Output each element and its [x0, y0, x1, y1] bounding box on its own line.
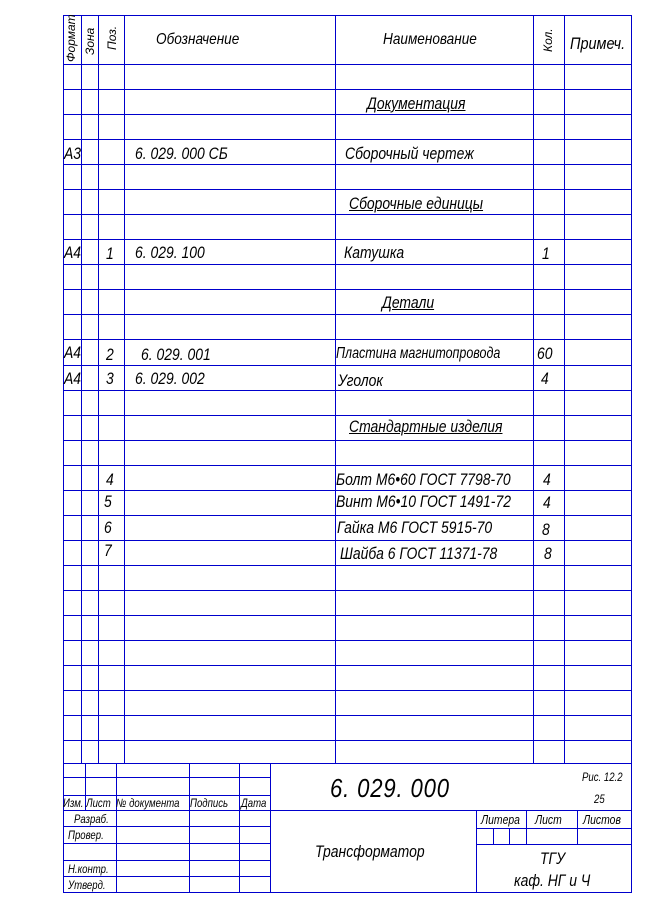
row-pos: 3 — [106, 369, 114, 388]
sheet-label: Лист — [535, 812, 562, 827]
header-name: Наименование — [383, 31, 477, 48]
col-izm: Изм. — [63, 796, 84, 810]
section-title: Детали — [382, 293, 435, 312]
row-name: Болт М6•60 ГОСТ 7798-70 — [336, 470, 511, 489]
row-name: Шайба 6 ГОСТ 11371-78 — [340, 544, 498, 563]
org-line-2: каф. НГ и Ч — [514, 871, 591, 890]
product-name: Трансформатор — [315, 842, 425, 861]
row-qty: 4 — [541, 369, 549, 388]
row-name: Катушка — [344, 243, 405, 262]
row-name: Пластина магнитопровода — [336, 345, 501, 362]
col-sign: Подпись — [190, 796, 229, 810]
row-format: А4 — [64, 369, 82, 388]
page-number: 25 — [594, 792, 605, 806]
row-name: Гайка М6 ГОСТ 5915-70 — [337, 518, 493, 537]
sheets-label: Листов — [583, 812, 621, 827]
row-format: А3 — [64, 144, 82, 163]
row-pos: 6 — [104, 518, 112, 537]
row-format: А4 — [64, 343, 82, 362]
row-designation: 6. 029. 002 — [135, 369, 205, 388]
section-title: Стандартные изделия — [349, 417, 503, 436]
row-approved: Утверд. — [68, 878, 106, 892]
row-pos: 4 — [106, 470, 114, 489]
row-pos: 2 — [106, 345, 114, 364]
figure-label: Рис. 12.2 — [582, 770, 623, 784]
row-norm-control: Н.контр. — [68, 862, 109, 876]
document-number: 6. 029. 000 — [330, 773, 450, 803]
col-doc: № документа — [116, 796, 180, 810]
row-qty: 8 — [544, 544, 552, 563]
org-line-1: ТГУ — [540, 849, 566, 868]
header-pos: Поз. — [105, 25, 119, 50]
header-zone: Зона — [83, 27, 97, 55]
row-developed: Разраб. — [74, 812, 109, 826]
section-title: Сборочные единицы — [349, 194, 484, 213]
row-designation: 6. 029. 000 СБ — [135, 144, 228, 163]
row-qty: 8 — [542, 520, 550, 539]
col-list: Лист — [86, 796, 111, 810]
header-format: Формат — [64, 14, 78, 62]
litera-label: Литера — [481, 812, 520, 827]
row-qty: 4 — [543, 493, 551, 512]
row-designation: 6. 029. 001 — [141, 345, 211, 364]
section-title: Документация — [367, 94, 466, 113]
row-pos: 5 — [104, 492, 112, 511]
row-name: Винт М6•10 ГОСТ 1491-72 — [336, 492, 511, 511]
row-checked: Провер. — [68, 828, 104, 842]
row-pos: 1 — [106, 244, 114, 263]
row-qty: 4 — [543, 470, 551, 489]
header-qty: Кол. — [541, 28, 555, 52]
row-pos: 7 — [104, 541, 112, 560]
header-designation: Обозначение — [156, 31, 240, 48]
row-designation: 6. 029. 100 — [135, 243, 205, 262]
col-date: Дата — [241, 796, 267, 810]
header-note: Примеч. — [570, 34, 626, 53]
row-format: А4 — [64, 243, 82, 262]
row-qty: 60 — [537, 344, 553, 363]
row-qty: 1 — [542, 244, 550, 263]
row-name: Уголок — [338, 371, 383, 390]
row-name: Сборочный чертеж — [345, 144, 474, 163]
